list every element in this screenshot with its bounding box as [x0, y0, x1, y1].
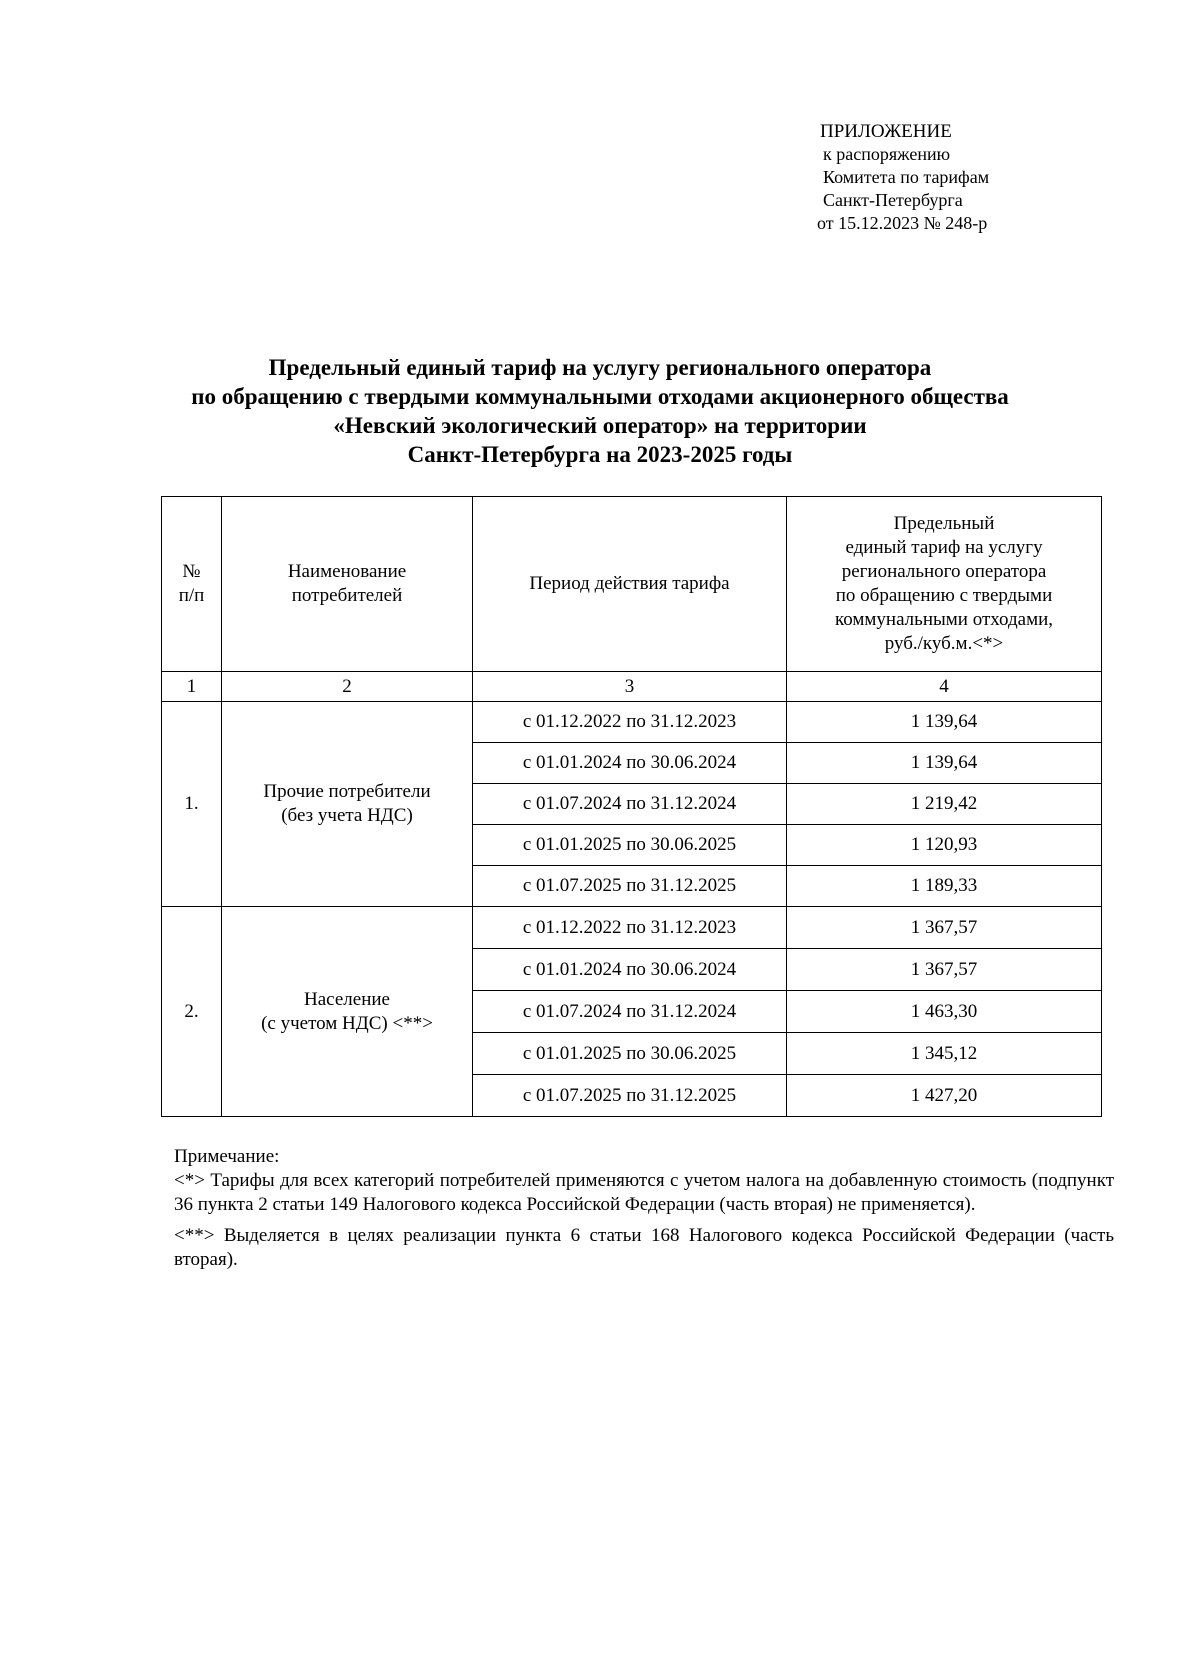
document-title	[0, 353, 1200, 469]
tariff-value-cell: 1 427,20	[787, 1075, 1102, 1117]
table-row	[162, 907, 1102, 949]
title-line: «Невский экологический оператор» на территории	[333, 413, 867, 438]
period-cell: с 01.07.2024 по 31.12.2024	[473, 784, 787, 825]
row-number: 1.	[162, 702, 222, 907]
appendix-line: Санкт-Петербурга	[823, 190, 963, 210]
title-line: Предельный единый тариф на услугу регионального оператора	[268, 355, 932, 380]
consumer-name: Население (с учетом НДС) <**>	[222, 907, 473, 1117]
period-cell: с 01.01.2025 по 30.06.2025	[473, 825, 787, 866]
appendix-line: к распоряжению	[823, 144, 951, 164]
period-cell: с 01.12.2022 по 31.12.2023	[473, 702, 787, 743]
appendix-heading: ПРИЛОЖЕНИЕ	[820, 121, 952, 142]
table-row	[162, 702, 1102, 743]
footnote-1: <*> Тарифы для всех категорий потребителей применяются с учетом налога на добавленную стоимость (подпункт 36 пункта 2 статьи 149 Налогового кодекса Российской Федерации (часть вторая) не применяется).	[174, 1170, 1114, 1215]
header-cell-number: № п/п	[162, 497, 222, 672]
period-cell: с 01.07.2025 по 31.12.2025	[473, 1075, 787, 1117]
column-number-row	[162, 672, 1102, 702]
tariff-value-cell: 1 463,30	[787, 991, 1102, 1033]
tariff-value-cell: 1 120,93	[787, 825, 1102, 866]
appendix-date-number: от 15.12.2023 № 248-р	[817, 213, 988, 233]
notes-heading: Примечание:	[174, 1146, 280, 1167]
period-cell: с 01.01.2024 по 30.06.2024	[473, 743, 787, 784]
period-cell: с 01.01.2024 по 30.06.2024	[473, 949, 787, 991]
tariff-value-cell: 1 139,64	[787, 743, 1102, 784]
column-number: 1	[162, 672, 222, 702]
tariff-table	[161, 496, 1102, 1117]
header-cell-consumers: Наименование потребителей	[222, 497, 473, 672]
appendix-line: Комитета по тарифам	[823, 167, 990, 187]
tariff-value-cell: 1 189,33	[787, 866, 1102, 907]
consumer-name: Прочие потребители (без учета НДС)	[222, 702, 473, 907]
footnote-2: <**> Выделяется в целях реализации пункта 6 статьи 168 Налогового кодекса Российской Федерации (часть вторая).	[174, 1225, 1114, 1270]
period-cell: с 01.12.2022 по 31.12.2023	[473, 907, 787, 949]
title-line: Санкт-Петербурга на 2023-2025 годы	[407, 442, 793, 467]
tariff-value-cell: 1 345,12	[787, 1033, 1102, 1075]
table-header-row	[162, 497, 1102, 672]
header-cell-tariff: Предельный единый тариф на услугу регионального оператора по обращению с твердыми коммунальными отходами, руб./куб.м.<*>	[787, 497, 1102, 672]
appendix-block	[817, 120, 990, 235]
column-number: 3	[473, 672, 787, 702]
row-number: 2.	[162, 907, 222, 1117]
tariff-value-cell: 1 219,42	[787, 784, 1102, 825]
period-cell: с 01.07.2025 по 31.12.2025	[473, 866, 787, 907]
column-number: 2	[222, 672, 473, 702]
tariff-value-cell: 1 367,57	[787, 907, 1102, 949]
period-cell: с 01.01.2025 по 30.06.2025	[473, 1033, 787, 1075]
header-cell-period: Период действия тарифа	[473, 497, 787, 672]
notes-block	[174, 1145, 1114, 1272]
title-line: по обращению с твердыми коммунальными отходами акционерного общества	[191, 384, 1009, 409]
column-number: 4	[787, 672, 1102, 702]
tariff-value-cell: 1 367,57	[787, 949, 1102, 991]
tariff-value-cell: 1 139,64	[787, 702, 1102, 743]
period-cell: с 01.07.2024 по 31.12.2024	[473, 991, 787, 1033]
